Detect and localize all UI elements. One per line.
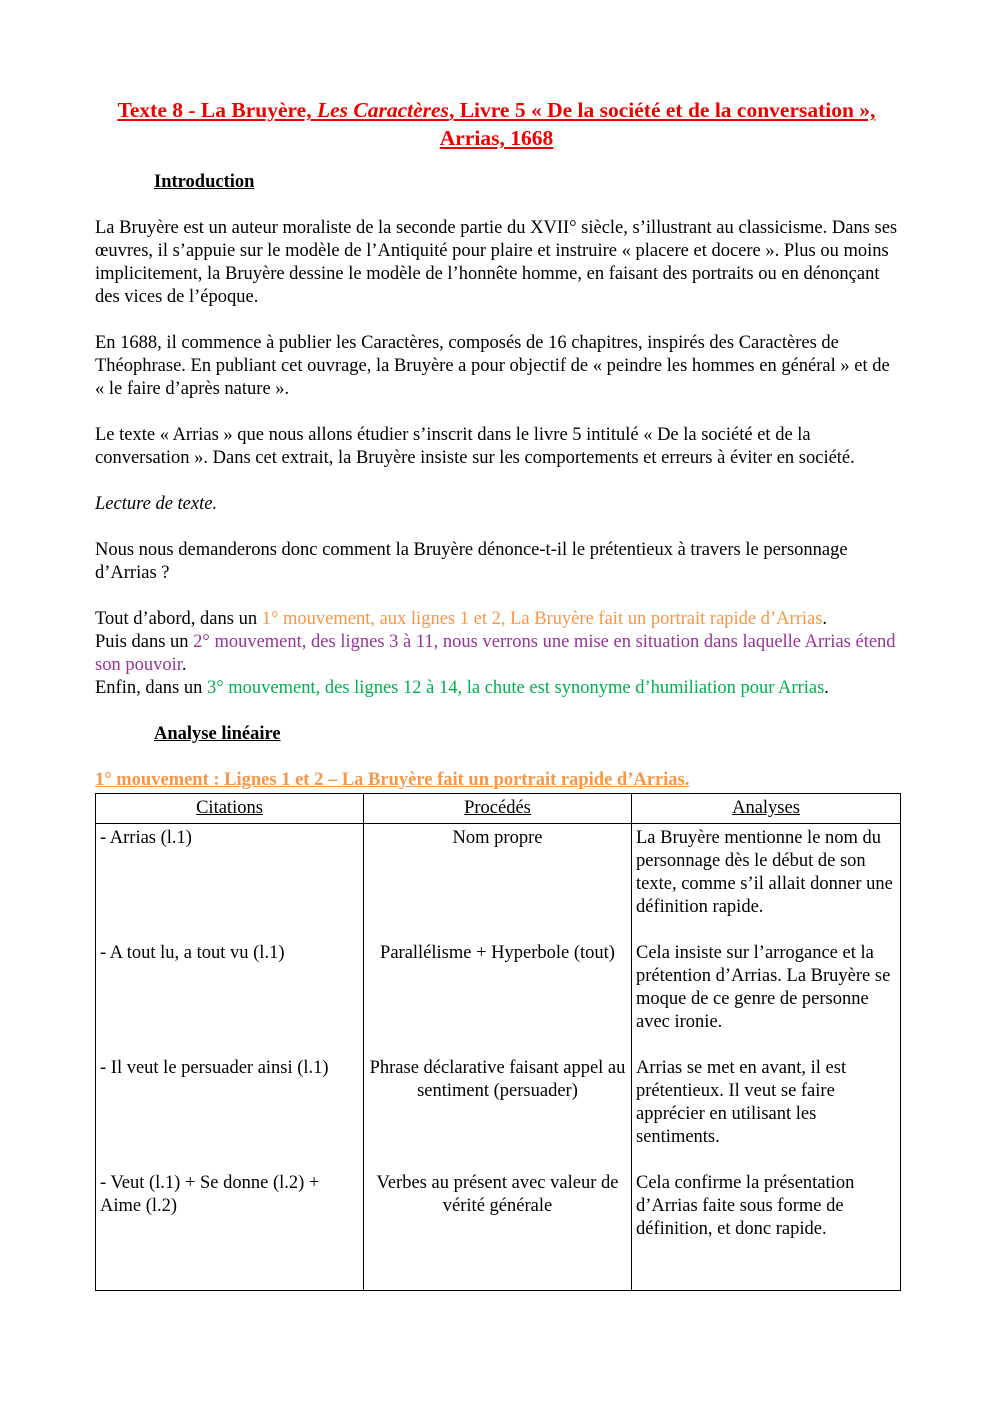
table-cell-procede: Phrase déclarative faisant appel au sentiment (persuader) bbox=[369, 1058, 626, 1101]
plan-suffix: . bbox=[181, 655, 187, 675]
table-cell-procede: Nom propre bbox=[452, 828, 543, 848]
plan-line-1 bbox=[95, 609, 827, 629]
lecture-text: Lecture de texte. bbox=[95, 494, 218, 514]
plan-suffix: . bbox=[822, 609, 828, 629]
table-cell-citation: - Veut (l.1) + Se donne (l.2) + Aime (l.2) bbox=[100, 1173, 320, 1216]
plan-line-2 bbox=[95, 632, 896, 675]
citations-column bbox=[96, 824, 364, 1291]
plan-suffix: . bbox=[824, 678, 829, 698]
table-cell-procede: Verbes au présent avec valeur de vérité générale bbox=[376, 1173, 619, 1216]
plan-prefix: Enfin, dans un bbox=[95, 678, 208, 698]
intro-paragraph-2: En 1688, il commence à publier les Caractères, composés de 16 chapitres, inspirés des Caractères de Théophrase. En publiant cet ouvrage, la Bruyère a pour objectif de « peindre les hommes en général » et de « le faire d’après nature ». bbox=[95, 333, 890, 399]
header-citations: Citations bbox=[96, 794, 364, 824]
table-cell-procede: Parallélisme + Hyperbole (tout) bbox=[380, 943, 615, 963]
table-cell-citation: - Arrias (l.1) bbox=[100, 828, 192, 848]
title-part1: Texte 8 - La Bruyère, bbox=[117, 98, 317, 122]
title-part2: , Livre 5 « De la société et de la conversation », Arrias, 1668 bbox=[439, 98, 876, 150]
table-cell-analyse: La Bruyère mentionne le nom du personnage dès le début de son texte, comme s’il allait donner une définition rapide. bbox=[636, 828, 893, 917]
table-cell-analyse: Cela insiste sur l’arrogance et la prétention d’Arrias. La Bruyère se moque de ce genre de personne avec ironie. bbox=[636, 943, 891, 1032]
plan-prefix: Puis dans un bbox=[95, 632, 194, 652]
table-cell-analyse: Arrias se met en avant, il est prétentieux. Il veut se faire apprécier en utilisant les sentiments. bbox=[636, 1058, 847, 1147]
document-page bbox=[95, 96, 898, 1291]
title-work: Les Caractères bbox=[316, 98, 449, 122]
plan-movement-3: 3° mouvement, des lignes 12 à 14, la chute est synonyme d’humiliation pour Arrias bbox=[207, 678, 825, 698]
analyses-column bbox=[632, 824, 901, 1291]
introduction-heading: Introduction bbox=[154, 172, 255, 192]
intro-paragraph-3: Le texte « Arrias » que nous allons étudier s’inscrit dans le livre 5 intitulé « De la société et de la conversation ». Dans cet extrait, la Bruyère insiste sur les comportements et erreurs à éviter en société. bbox=[95, 425, 855, 468]
movement-1-heading: 1° mouvement : Lignes 1 et 2 – La Bruyère fait un portrait rapide d’Arrias. bbox=[95, 770, 690, 790]
plan-movement-2: 2° mouvement, des lignes 3 à 11, nous verrons une mise en situation dans laquelle Arrias étend son pouvoir bbox=[95, 632, 896, 675]
table-cell-citation: - A tout lu, a tout vu (l.1) bbox=[100, 943, 285, 963]
table-header-row bbox=[96, 794, 901, 824]
header-procedes: Procédés bbox=[364, 794, 632, 824]
analysis-table bbox=[95, 793, 901, 1291]
table-cell-analyse: Cela confirme la présentation d’Arrias faite sous forme de définition, et donc rapide. bbox=[636, 1173, 855, 1239]
header-analyses: Analyses bbox=[632, 794, 901, 824]
table-cell-citation: - Il veut le persuader ainsi (l.1) bbox=[100, 1058, 329, 1078]
intro-paragraph-1: La Bruyère est un auteur moraliste de la seconde partie du XVII° siècle, s’illustrant au classicisme. Dans ses œuvres, il s’appuie sur le modèle de l’Antiquité pour plaire et instruire « placere et docere ». Plus ou moins implicitement, la Bruyère dessine le modèle de l’honnête homme, en faisant des portraits ou en dénonçant des vices de l’époque. bbox=[95, 218, 898, 307]
procedes-column bbox=[364, 824, 632, 1291]
problematique: Nous nous demanderons donc comment la Bruyère dénonce-t-il le prétentieux à travers le personnage d’Arrias ? bbox=[95, 540, 848, 583]
plan-line-3 bbox=[95, 678, 829, 698]
plan-movement-1: 1° mouvement, aux lignes 1 et 2, La Bruyère fait un portrait rapide d’Arrias bbox=[261, 609, 823, 629]
analyse-heading: Analyse linéaire bbox=[154, 724, 281, 744]
table-body-row bbox=[96, 824, 901, 1291]
lecture-note bbox=[95, 493, 898, 516]
plan-paragraph bbox=[95, 608, 898, 700]
plan-prefix: Tout d’abord, dans un bbox=[95, 609, 262, 629]
document-title bbox=[95, 96, 898, 152]
